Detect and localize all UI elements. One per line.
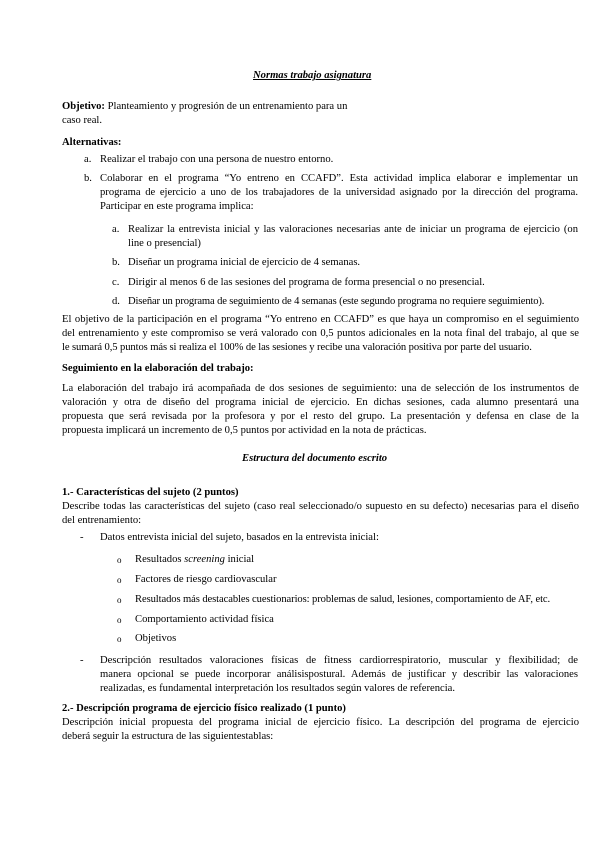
seccion1-item-2-line-1: Descripción resultados valoraciones físicas de fitness cardiorrespiratorio, muscular y flexibilidad; de — [100, 655, 578, 666]
alt-b-line-3: Participar en este programa implica: — [100, 201, 254, 212]
seguimiento-heading: Seguimiento en la elaboración del trabajo: — [62, 363, 254, 374]
alt-a-text: Realizar el trabajo con una persona de nuestro entorno. — [100, 154, 334, 165]
seccion2-line-1: Descripción inicial propuesta del programa inicial de ejercicio físico. La descripción del programa de ejercicio — [62, 717, 579, 728]
bullet-marker: o — [117, 575, 122, 585]
estructura-heading: Estructura del documento escrito — [242, 453, 388, 464]
bullet-marker: o — [117, 595, 122, 605]
participacion-line-1: El objetivo de la participación en el programa “Yo entreno en CCAFD” es que haya un compromiso en el seguimiento — [62, 314, 579, 325]
seguimiento-line-4: propuesta implicará un incremento de 0,5 puntos por actividad en la nota de prácticas. — [62, 425, 427, 436]
seccion2-heading: 2.- Descripción programa de ejercicio físico realizado (1 punto) — [62, 703, 346, 714]
alternativas-heading: Alternativas: — [62, 137, 122, 148]
bullet-item: Resultados más destacables cuestionarios: problemas de salud, lesiones, comportamiento de AF, etc. — [135, 594, 551, 605]
seccion1-intro-1: Describe todas las características del sujeto (caso real seleccionado/o supuesto en su defecto) necesarias para el diseño — [62, 501, 579, 512]
dash-marker-1: - — [80, 532, 84, 543]
alt-b-line-1: Colaborar en el programa “Yo entreno en CCAFD”. Esta actividad implica elaborar e implementar un — [100, 173, 578, 184]
seccion1-item-1: Datos entrevista inicial del sujeto, basados en la entrevista inicial: — [100, 532, 379, 543]
bullet-item: Factores de riesgo cardiovascular — [135, 574, 277, 585]
seccion1-intro-2: del entrenamiento: — [62, 515, 142, 526]
bullet-marker: o — [117, 555, 122, 565]
seccion1-item-2-line-3: realizadas, es fundamental interpretación los resultados según valores de referencia. — [100, 683, 456, 694]
bullet-marker: o — [117, 615, 122, 625]
participacion-line-3: le sumará 0,5 puntos más si realiza el 100% de las sesiones y recibe una valoración positiva por parte del usuario. — [62, 342, 532, 353]
seguimiento-line-3: propuesta que será revisada por la profesora y por el resto del grupo. La presentación y defensa en clase de la — [62, 411, 579, 422]
dash-marker-2: - — [80, 655, 84, 666]
bullet-marker: o — [117, 634, 122, 644]
seccion1-heading: 1.- Características del sujeto (2 puntos) — [62, 487, 239, 498]
objetivo-text: Planteamiento y progresión de un entrenamiento para un — [107, 101, 348, 112]
seguimiento-line-1: La elaboración del trabajo irá acompañada de dos sesiones de seguimiento: una de selección de los instrumentos de — [62, 383, 579, 394]
sub-c-marker: c. — [112, 277, 120, 288]
sub-d-marker: d. — [112, 296, 120, 307]
alt-b-marker: b. — [84, 173, 92, 184]
alt-b-line-2: programa de ejercicio a uno de los trabajadores de la universidad asignado por la dirección del programa. — [100, 187, 578, 198]
objetivo-label: Objetivo: — [62, 101, 105, 112]
seccion2-line-2: deberá seguir la estructura de las siguientestablas: — [62, 731, 274, 742]
seccion1-item-2-line-2: manera opcional se puede incorporar análisispostural. Además de justificar y describir las valoraciones — [100, 669, 578, 680]
document-title: Normas trabajo asignatura — [253, 70, 372, 81]
bullet-item: Objetivos — [135, 633, 177, 644]
alt-a-marker: a. — [84, 154, 92, 165]
bullet-item: Resultados screening inicial — [135, 554, 255, 565]
objetivo-line-1 — [62, 100, 347, 114]
sub-d-line: Diseñar un programa de seguimiento de 4 semanas (este segundo programa no requiere seguimiento). — [128, 296, 545, 307]
bullet-item: Comportamiento actividad física — [135, 614, 274, 625]
sub-a-line-1: Realizar la entrevista inicial y las valoraciones necesarias ante de iniciar un programa de ejercicio (on — [128, 224, 578, 235]
sub-a-line-2: line o presencial) — [128, 238, 201, 249]
seguimiento-line-2: valoración y otra de diseño del programa inicial de ejercicio. En dichas sesiones, cada alumno presentará una — [62, 397, 579, 408]
participacion-line-2: del entrenamiento y este compromiso se verá valorado con 0,5 puntos adicionales en la nota final del trabajo, al que se — [62, 328, 579, 339]
objetivo-line-2: caso real. — [62, 115, 102, 126]
sub-b-line: Diseñar un programa inicial de ejercicio de 4 semanas. — [128, 257, 361, 268]
sub-a-marker: a. — [112, 224, 120, 235]
sub-b-marker: b. — [112, 257, 120, 268]
sub-c-line: Dirigir al menos 6 de las sesiones del programa de forma presencial o no presencial. — [128, 277, 485, 288]
